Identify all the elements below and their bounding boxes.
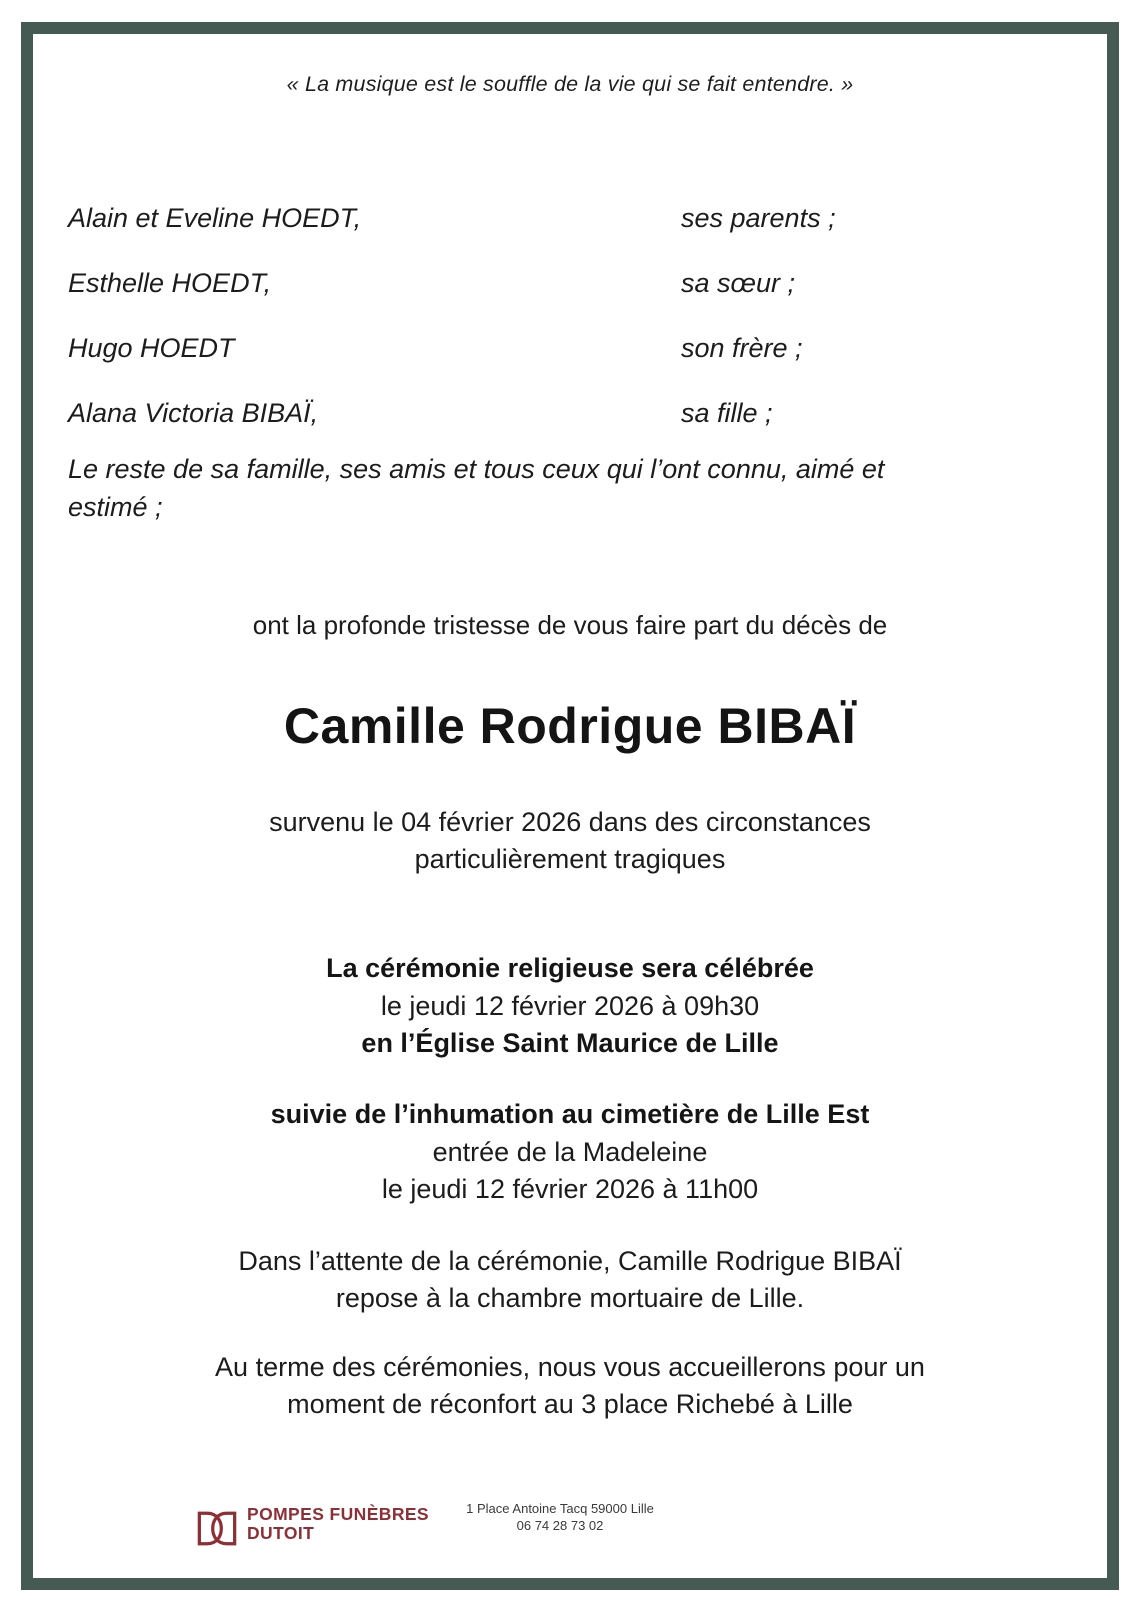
family-member-name: Esthelle HOEDT,	[68, 268, 272, 298]
reception-details	[0, 1349, 1140, 1423]
family-member-relation: sa sœur ;	[681, 268, 796, 298]
family-member-relation: ses parents ;	[681, 203, 836, 233]
family-member-name: Alain et Eveline HOEDT,	[68, 203, 362, 233]
repose-details	[0, 1243, 1140, 1317]
death-circumstances	[0, 804, 1140, 878]
ceremony-location: en l’Église Saint Maurice de Lille	[361, 1028, 779, 1058]
funeral-home-contact	[430, 1500, 690, 1534]
family-row	[0, 268, 1140, 302]
ceremony-datetime: le jeudi 12 février 2026 à 09h30	[380, 990, 760, 1021]
dutoit-monogram-icon	[196, 1510, 238, 1547]
family-row	[0, 398, 1140, 432]
family-closing-line-1: Le reste de sa famille, ses amis et tous ceux qui l’ont connu, aimé et	[68, 454, 885, 484]
death-circumstances-line-2: particulièrement tragiques	[414, 844, 726, 874]
funeral-home-address: 1 Place Antoine Tacq 59000 Lille	[466, 1501, 654, 1516]
family-member-name: Hugo HOEDT	[68, 333, 235, 363]
family-row	[0, 203, 1140, 237]
family-row	[0, 333, 1140, 367]
funeral-home-brand-line-1: POMPES FUNÈBRES	[247, 1504, 429, 1524]
deceased-name: Camille Rodrigue BIBAÏ	[283, 698, 857, 754]
ceremony-details	[0, 950, 1140, 1063]
funeral-home-brand-line-2: DUTOIT	[247, 1523, 315, 1543]
ceremony-title: La cérémonie religieuse sera célébrée	[326, 953, 814, 983]
reception-line-2: moment de réconfort au 3 place Richebé à Lille	[287, 1389, 853, 1419]
burial-entrance: entrée de la Madeleine	[432, 1136, 708, 1167]
burial-title: suivie de l’inhumation au cimetière de Lille Est	[270, 1099, 870, 1129]
family-closing-paragraph	[68, 450, 988, 526]
death-circumstances-line-1: survenu le 04 février 2026 dans des circonstances	[269, 807, 871, 837]
family-member-name: Alana Victoria BIBAÏ,	[68, 398, 319, 428]
funeral-home-brand	[247, 1505, 429, 1543]
funeral-home-phone: 06 74 28 73 02	[516, 1518, 604, 1533]
repose-line-2: repose à la chambre mortuaire de Lille.	[335, 1283, 805, 1313]
burial-details	[0, 1096, 1140, 1209]
family-member-relation: sa fille ;	[681, 398, 773, 428]
repose-line-1: Dans l’attente de la cérémonie, Camille Rodrigue BIBAÏ	[238, 1246, 902, 1276]
burial-datetime: le jeudi 12 février 2026 à 11h00	[381, 1174, 759, 1204]
memorial-quote: « La musique est le souffle de la vie qui se fait entendre. »	[286, 72, 854, 96]
family-closing-line-2: estimé ;	[68, 492, 163, 522]
announcement-intro: ont la profonde tristesse de vous faire part du décès de	[252, 610, 888, 640]
reception-line-1: Au terme des cérémonies, nous vous accueillerons pour un	[215, 1352, 925, 1382]
family-member-relation: son frère ;	[681, 333, 803, 363]
